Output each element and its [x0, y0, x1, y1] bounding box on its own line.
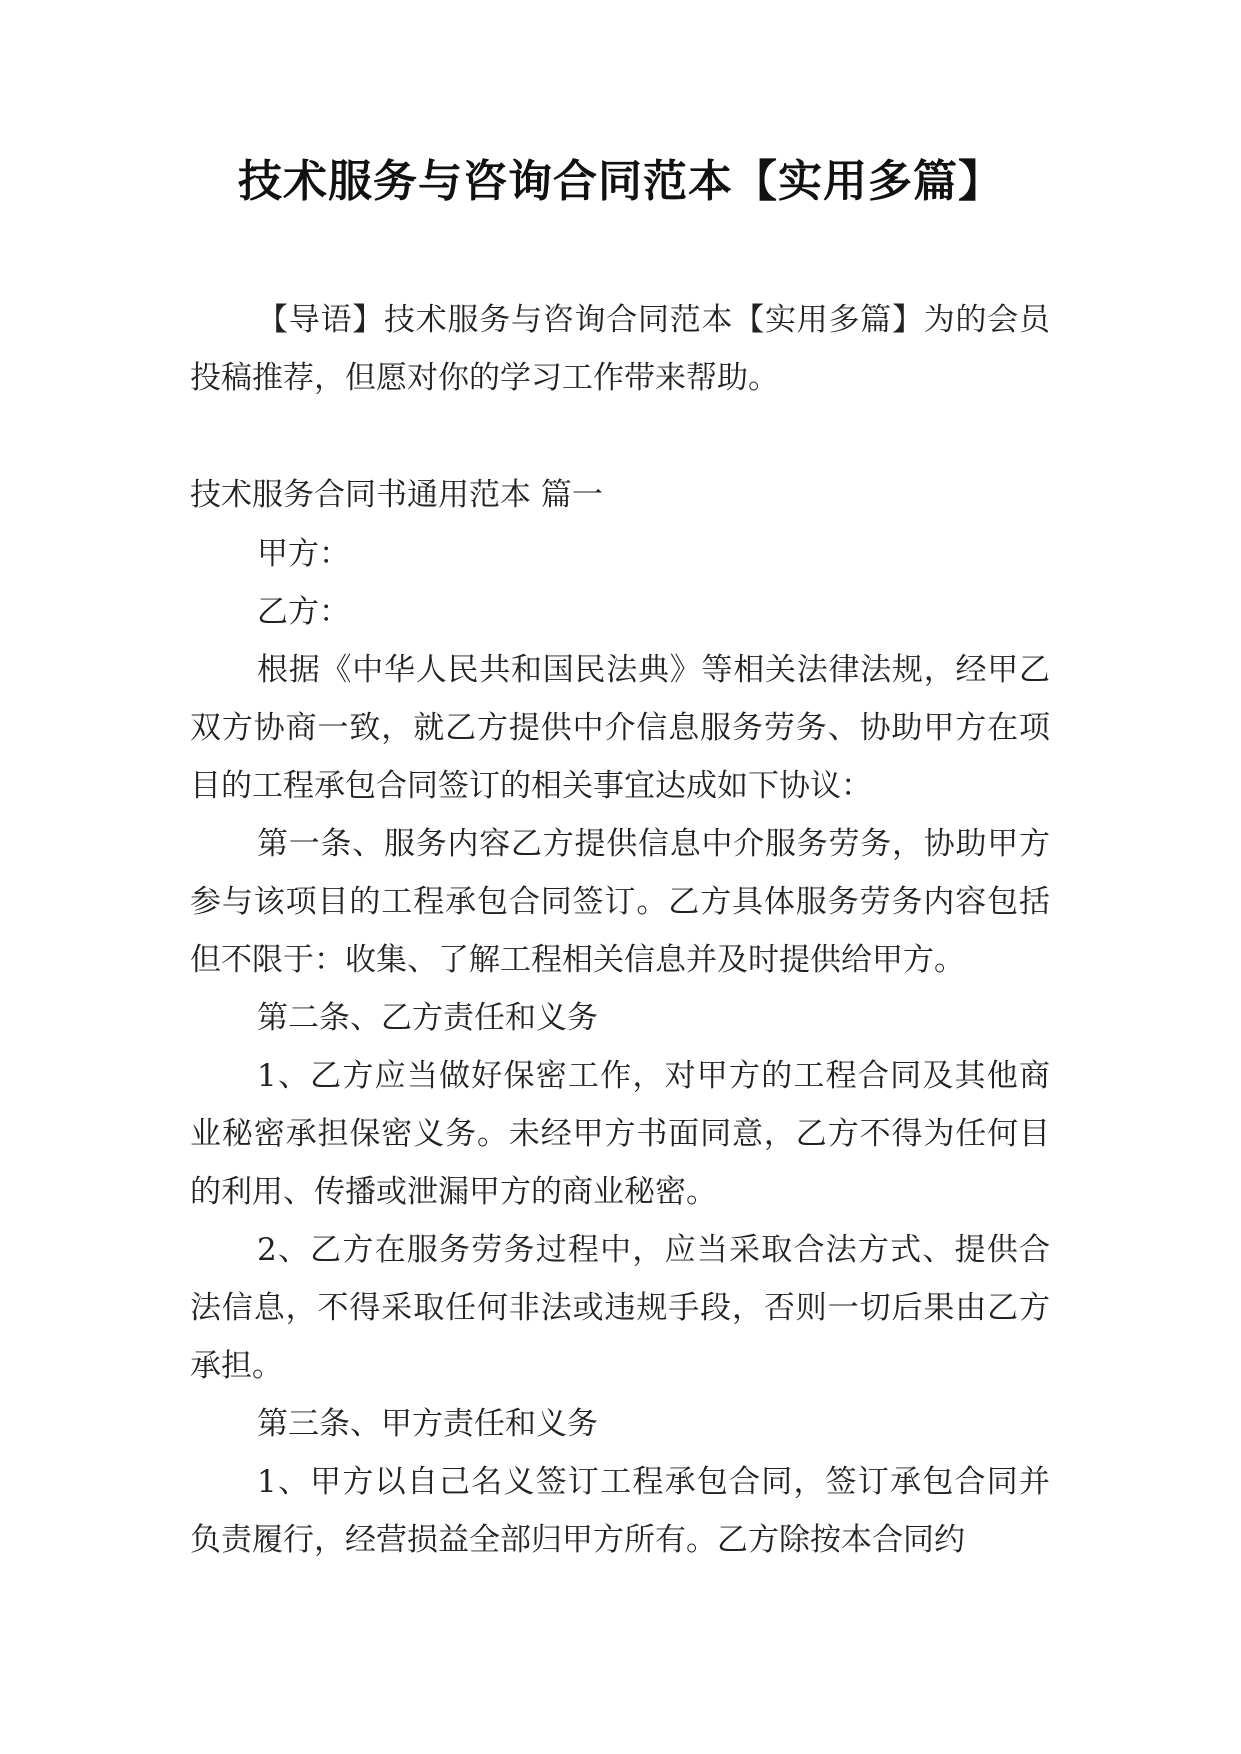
- section-heading: 技术服务合同书通用范本 篇一: [190, 477, 603, 513]
- intro-paragraph: 【导语】技术服务与咨询合同范本【实用多篇】为的会员投稿推荐，但愿对你的学习工作带来帮助。: [190, 302, 1050, 396]
- article-2-heading: 第二条、乙方责任和义务: [257, 1000, 598, 1036]
- basis-paragraph: 根据《中华人民共和国民法典》等相关法律法规，经甲乙双方协商一致，就乙方提供中介信息服务劳务、协助甲方在项目的工程承包合同签订的相关事宜达成如下协议：: [190, 652, 1050, 804]
- article-1-paragraph: 第一条、服务内容乙方提供信息中介服务劳务，协助甲方参与该项目的工程承包合同签订。乙方具体服务劳务内容包括但不限于：收集、了解工程相关信息并及时提供给甲方。: [190, 826, 1050, 978]
- article-2-item-1: 1、乙方应当做好保密工作，对甲方的工程合同及其他商业秘密承担保密义务。未经甲方书面同意，乙方不得为任何目的利用、传播或泄漏甲方的商业秘密。: [190, 1058, 1050, 1210]
- article-3-item-1: 1、甲方以自己名义签订工程承包合同，签订承包合同并负责履行，经营损益全部归甲方所有。乙方除按本合同约: [190, 1464, 1050, 1558]
- article-3-heading: 第三条、甲方责任和义务: [257, 1406, 598, 1442]
- party-b-line: 乙方：: [257, 594, 350, 630]
- article-2-item-2: 2、乙方在服务劳务过程中，应当采取合法方式、提供合法信息，不得采取任何非法或违规手段，否则一切后果由乙方承担。: [190, 1232, 1050, 1384]
- party-a-line: 甲方：: [257, 536, 350, 572]
- document-title: 技术服务与咨询合同范本【实用多篇】: [238, 156, 1003, 207]
